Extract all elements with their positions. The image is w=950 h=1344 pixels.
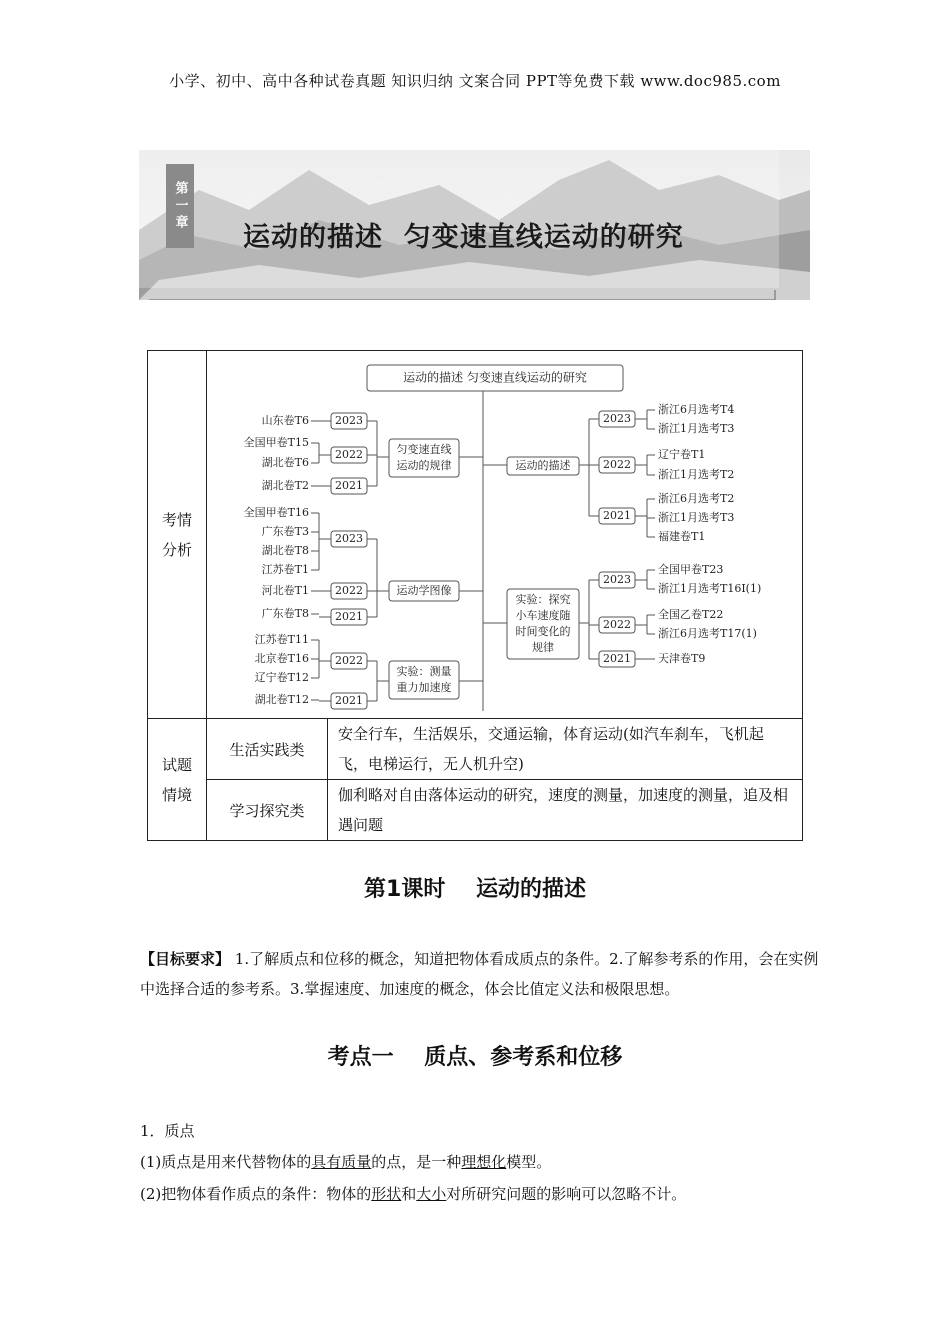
topic-box-1-text: 运动学图像	[396, 584, 452, 597]
life-practice-text: 安全行车，生活娱乐，交通运输，体育运动(如汽车刹车，飞机起飞，电梯运行，无人机升空)	[328, 719, 803, 780]
exam-reference: 全国乙卷T22	[658, 608, 724, 621]
exam-reference: 辽宁卷T12	[254, 671, 309, 684]
year-badge-text: 2022	[335, 654, 363, 667]
exam-reference: 河北卷T1	[261, 584, 309, 597]
underline-answer: 大小	[416, 1185, 447, 1203]
exam-reference: 辽宁卷T1	[658, 448, 706, 461]
exam-analysis-label: 考情 分析	[148, 351, 207, 719]
exam-reference: 江苏卷T1	[261, 563, 309, 576]
lesson-title: 第1课时 运动的描述	[364, 877, 586, 902]
study-explore-text: 伽利略对自由落体运动的研究，速度的测量，加速度的测量，追及相遇问题	[328, 780, 803, 841]
section-heading: 1．质点	[140, 1122, 195, 1140]
page-header: 小学、初中、高中各种试卷真题 知识归纳 文案合同 PPT等免费下载 www.doc985.com	[169, 72, 781, 90]
topic-box-right-1-text: 小车速度随	[515, 609, 571, 622]
year-badge-text: 2023	[603, 412, 631, 425]
exam-reference: 北京卷T16	[254, 652, 309, 665]
topic-box-2-text: 实验：测量	[396, 665, 452, 678]
goal-label: 【目标要求】	[140, 950, 231, 968]
exam-reference: 天津卷T9	[658, 652, 706, 665]
exam-reference: 广东卷T8	[261, 607, 309, 620]
year-badge-text: 2021	[335, 694, 363, 707]
year-badge-text: 2021	[603, 652, 631, 665]
exam-reference: 全国甲卷T15	[243, 436, 309, 449]
analysis-table	[147, 350, 803, 841]
exam-reference: 湖北卷T12	[254, 693, 309, 706]
topic-box-right-1-text: 实验：探究	[515, 593, 571, 606]
year-badge-text: 2022	[603, 458, 631, 471]
mindmap-cell	[207, 351, 803, 719]
chapter-title: 运动的描述 匀变速直线运动的研究	[243, 222, 684, 253]
exam-reference: 福建卷T1	[658, 530, 706, 543]
topic-box-2-text: 重力加速度	[396, 681, 452, 694]
mindmap-root-text: 运动的描述 匀变速直线运动的研究	[403, 370, 587, 385]
exam-reference: 全国甲卷T16	[243, 506, 309, 519]
underline-answer: 具有质量	[311, 1153, 372, 1171]
chapter-tag: 第一章	[166, 164, 194, 248]
exam-reference: 浙江6月选考T17(1)	[658, 627, 757, 640]
exam-reference: 湖北卷T8	[261, 544, 309, 557]
exam-reference: 浙江1月选考T2	[658, 468, 735, 481]
life-practice-label: 生活实践类	[207, 719, 328, 780]
exam-reference: 浙江6月选考T2	[658, 492, 735, 505]
underline-answer: 理想化	[461, 1153, 507, 1171]
year-badge-text: 2021	[603, 509, 631, 522]
year-badge-text: 2022	[603, 618, 631, 631]
exam-reference: 湖北卷T6	[261, 456, 309, 469]
exam-reference: 全国甲卷T23	[658, 563, 724, 576]
topic-box-right-0-text: 运动的描述	[515, 459, 571, 472]
year-badge-text: 2023	[603, 573, 631, 586]
point-title: 考点一 质点、参考系和位移	[327, 1045, 623, 1070]
exam-reference: 浙江1月选考T16Ⅰ(1)	[658, 582, 762, 595]
exam-reference: 浙江6月选考T4	[658, 403, 735, 416]
exam-reference: 江苏卷T11	[254, 633, 309, 646]
year-badge-text: 2022	[335, 584, 363, 597]
year-badge-text: 2021	[335, 479, 363, 492]
study-explore-label: 学习探究类	[207, 780, 328, 841]
topic-box-0-text: 匀变速直线	[396, 443, 452, 456]
knowledge-mindmap	[207, 351, 802, 718]
paragraph-2: (2)把物体看作质点的条件：物体的形状和大小对所研究问题的影响可以忽略不计。	[140, 1185, 687, 1203]
year-badge-text: 2023	[335, 532, 363, 545]
paragraph-1: (1)质点是用来代替物体的具有质量的点，是一种理想化模型。	[140, 1153, 552, 1171]
exam-reference: 浙江1月选考T3	[658, 422, 735, 435]
topic-box-0-text: 运动的规律	[396, 459, 452, 472]
underline-answer: 形状	[371, 1185, 402, 1203]
year-badge-text: 2022	[335, 448, 363, 461]
learning-goals	[140, 944, 820, 1004]
goal-text: 1.了解质点和位移的概念，知道把物体看成质点的条件。2.了解参考系的作用，会在实例中选择合适的参考系。3.掌握速度、加速度的概念，体会比值定义法和极限思想。	[140, 950, 819, 998]
scenario-label: 试题 情境	[148, 719, 207, 841]
topic-box-right-1-text: 规律	[532, 641, 554, 654]
exam-reference: 广东卷T3	[261, 525, 309, 538]
exam-reference: 浙江1月选考T3	[658, 511, 735, 524]
year-badge-text: 2021	[335, 610, 363, 623]
exam-reference: 湖北卷T2	[261, 479, 309, 492]
year-badge-text: 2023	[335, 414, 363, 427]
topic-box-right-1-text: 时间变化的	[515, 625, 571, 638]
exam-reference: 山东卷T6	[261, 414, 309, 427]
